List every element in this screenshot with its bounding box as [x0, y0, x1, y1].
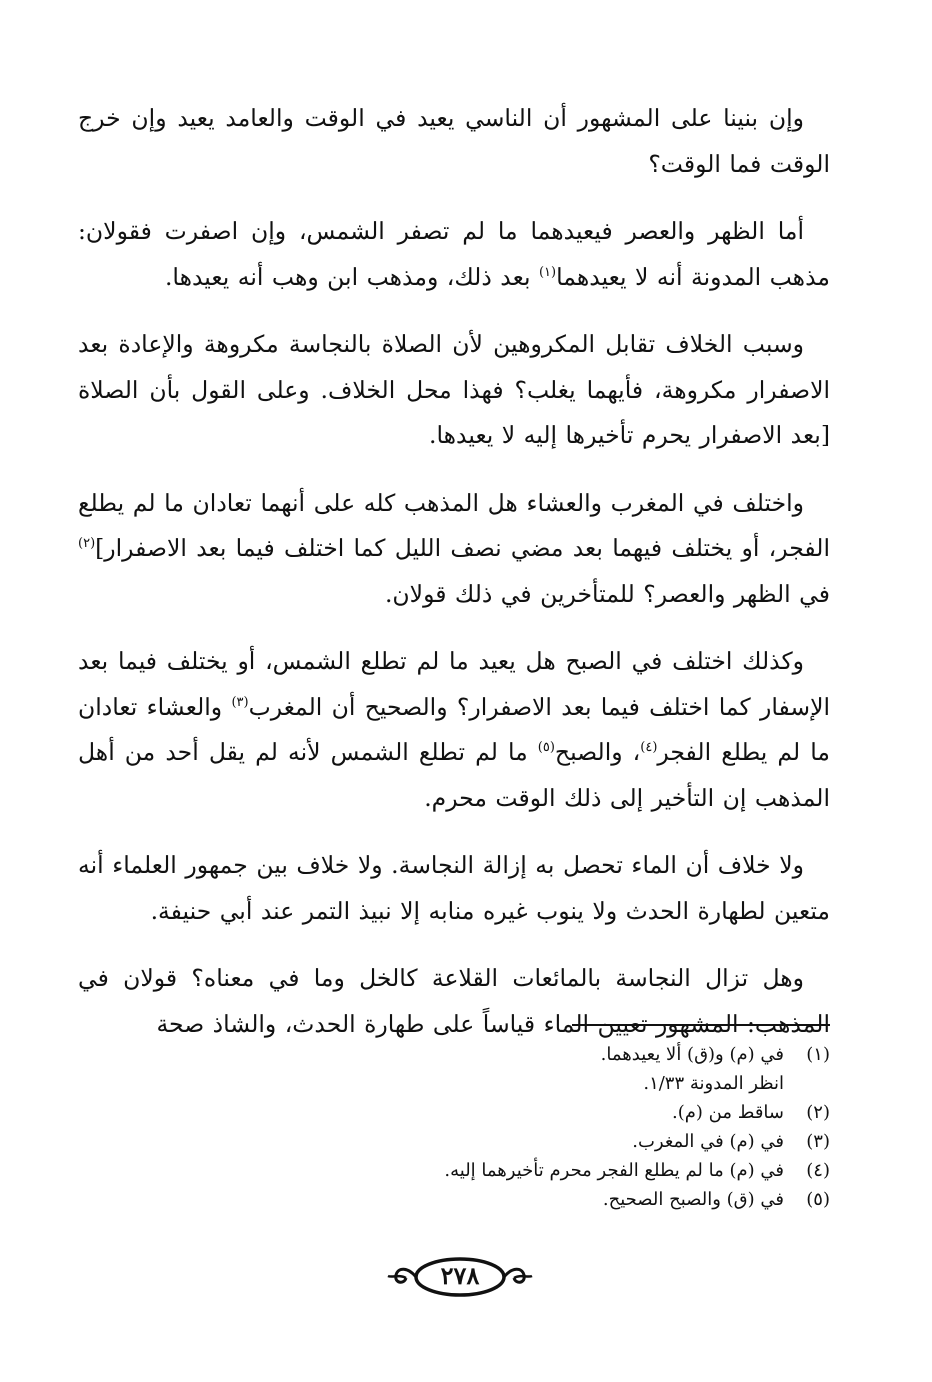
footnote-ref: (٥)	[537, 740, 555, 756]
footnote-text: ساقط من (م).	[672, 1102, 784, 1123]
paragraph-text: والعشاء تعادان ما لم يطلع الفجر	[78, 692, 830, 766]
paragraph-text: وإن بنينا على المشهور أن الناسي يعيد في الوقت والعامد يعيد وإن خرج الوقت فما الوقت؟	[78, 104, 830, 178]
footnote-continuation: انظر المدونة ١/٣٣.	[643, 1073, 784, 1094]
footnotes	[378, 1024, 830, 1214]
page-number-ornament	[386, 1254, 534, 1300]
paragraph	[78, 96, 830, 187]
paragraph	[78, 322, 830, 459]
footnote	[378, 1185, 830, 1214]
paragraph-text: واختلف في المغرب والعشاء هل المذهب كله على أنهما تعادان ما لم يطلع الفجر، أو يختلف فيهما بعد مضي نصف الليل كما اختلف فيما بعد الاصفرار]	[78, 488, 830, 562]
footnote-number: (٢)	[806, 1102, 830, 1123]
paragraph-text: في الظهر والعصر؟ للمتأخرين في ذلك قولان.	[384, 579, 830, 608]
paragraph	[78, 481, 830, 618]
footnote-number: (٥)	[806, 1189, 830, 1210]
paragraph	[78, 843, 830, 934]
paragraph-text: أما الظهر والعصر فيعيدهما ما لم تصفر الشمس، وإن اصفرت فقولان: مذهب المدونة أنه لا يعيدهما	[78, 217, 830, 291]
paragraph-text: وسبب الخلاف تقابل المكروهين لأن الصلاة بالنجاسة مكروهة والإعادة بعد الاصفرار مكروهة، فأيهما يغلب؟ فهذا محل الخلاف. وعلى القول بأن الصلاة [بعد الاصفرار يحرم تأخيرها إليه لا يعيدها.	[78, 330, 830, 449]
paragraph-text: ، والصبح	[554, 738, 641, 766]
footnote-ref: (٢)	[78, 536, 96, 552]
footnote-text: في (ق) والصبح الصحيح.	[602, 1189, 784, 1210]
footnote	[378, 1127, 830, 1156]
footnote-number: (٤)	[806, 1160, 830, 1181]
footnote-list	[378, 1040, 830, 1214]
footnote-ref: (٤)	[640, 740, 658, 756]
footnote	[378, 1156, 830, 1185]
footnote-text: في (م) ما لم يطلع الفجر محرم تأخيرهما إليه.	[444, 1160, 784, 1181]
page-number: ٢٧٨	[440, 1261, 480, 1290]
paragraph-text: ما لم تطلع الشمس لأنه لم يقل أحد من أهل المذهب إن التأخير إلى ذلك الوقت محرم.	[78, 738, 830, 812]
paragraph-text: وهل تزال النجاسة بالمائعات القلاعة كالخل وما في معناه؟ قولان في المذهب: المشهور تعيين الماء قياساً على طهارة الحدث، والشاذ صحة	[78, 964, 830, 1038]
paragraph-text: وكذلك اختلف في الصبح هل يعيد ما لم تطلع الشمس، أو يختلف فيما بعد الإسفار كما اختلف فيما بعد الاصفرار؟ والصحيح أن المغرب	[78, 647, 830, 721]
footnote-number: (٣)	[806, 1131, 830, 1152]
footnote-ref: (٣)	[231, 694, 249, 710]
footnote	[378, 1040, 830, 1069]
footnote-ref: (١)	[538, 264, 557, 280]
footnote-text: في (م) في المغرب.	[632, 1131, 784, 1152]
paragraph-text: بعد ذلك، ومذهب ابن وهب أنه يعيدها.	[164, 262, 539, 291]
paragraph	[78, 209, 830, 300]
paragraph	[78, 639, 830, 821]
footnote	[378, 1098, 830, 1127]
footnote-text: في (م) و(ق) ألا يعيدهما.	[600, 1044, 784, 1065]
main-text	[78, 96, 830, 1069]
footnote-number: (١)	[806, 1044, 830, 1065]
footnote-separator	[572, 1024, 830, 1026]
paragraph-text: ولا خلاف أن الماء تحصل به إزالة النجاسة. ولا خلاف بين جمهور العلماء أنه متعين لطهارة الحدث ولا ينوب غيره منابه إلا نبيذ التمر عند أبي حنيفة.	[78, 851, 830, 925]
